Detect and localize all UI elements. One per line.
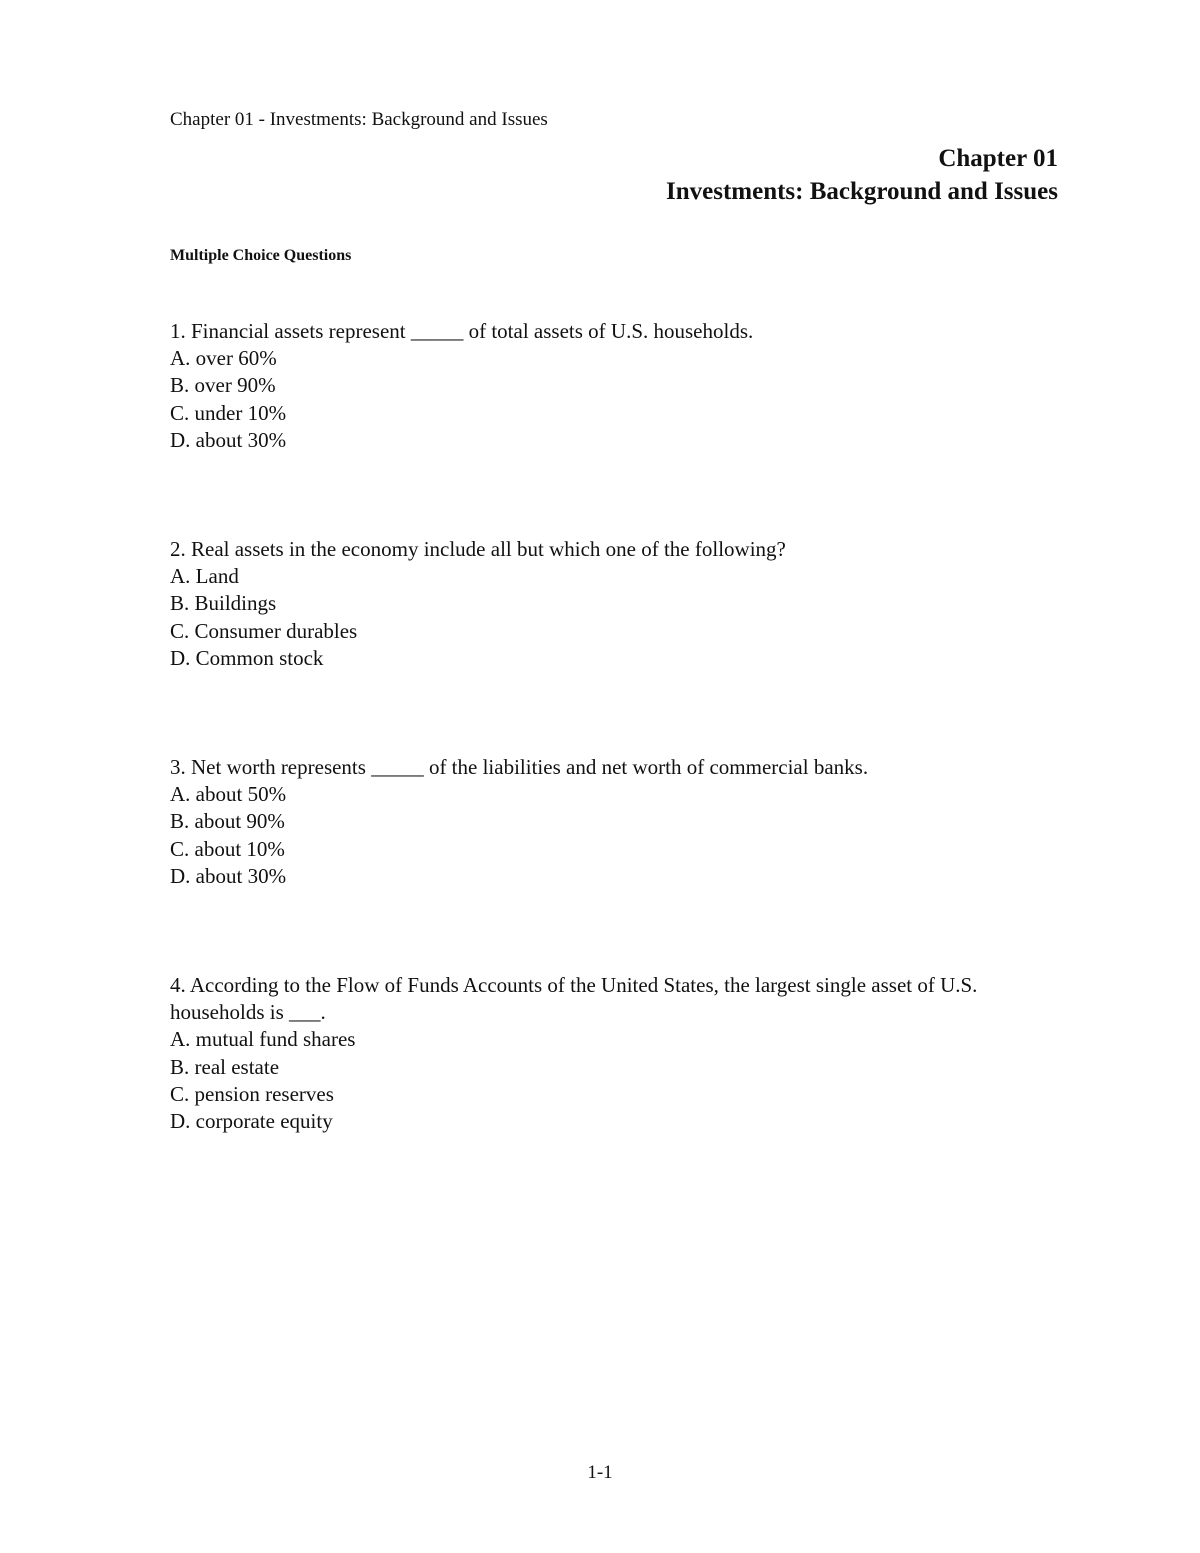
answer-option-b: B. over 90% [170, 373, 276, 398]
question-stem: 1. Financial assets represent _____ of total assets of U.S. households. [170, 319, 754, 343]
answer-option-b: B. Buildings [170, 591, 277, 616]
question-stem: 3. Net worth represents _____ of the liabilities and net worth of commercial banks. [170, 755, 869, 780]
page-number: 1-1 [587, 1462, 613, 1483]
answer-option-b: B. about 90% [170, 809, 285, 834]
question-1 [170, 318, 1050, 454]
answer-option-c: C. under 10% [170, 400, 287, 425]
chapter-number: Chapter 01 [938, 145, 1058, 172]
question-stem: 4. According to the Flow of Funds Accounts of the United States, the largest single asset of U.S. households is ___. [170, 973, 978, 1025]
question-4 [170, 972, 1050, 1135]
answer-option-a: A. over 60% [170, 346, 277, 371]
answer-option-c: C. Consumer durables [170, 618, 358, 643]
answer-option-a: A. mutual fund shares [170, 1027, 356, 1052]
chapter-subtitle: Investments: Background and Issues [666, 178, 1058, 205]
answer-option-d: D. corporate equity [170, 1109, 333, 1134]
question-2 [170, 536, 1050, 672]
question-3 [170, 754, 1050, 890]
question-list [170, 318, 1050, 1135]
answer-option-b: B. real estate [170, 1054, 280, 1079]
running-header: Chapter 01 - Investments: Background and Issues [170, 109, 548, 130]
question-stem: 2. Real assets in the economy include all but which one of the following? [170, 537, 786, 562]
answer-option-c: C. about 10% [170, 836, 285, 861]
answer-option-a: A. about 50% [170, 782, 287, 807]
chapter-title-block [666, 142, 1058, 208]
answer-option-a: A. Land [170, 564, 239, 589]
answer-option-d: D. Common stock [170, 645, 324, 670]
answer-option-d: D. about 30% [170, 427, 287, 452]
answer-option-c: C. pension reserves [170, 1081, 334, 1106]
section-heading: Multiple Choice Questions [170, 247, 352, 264]
answer-option-d: D. about 30% [170, 863, 287, 888]
